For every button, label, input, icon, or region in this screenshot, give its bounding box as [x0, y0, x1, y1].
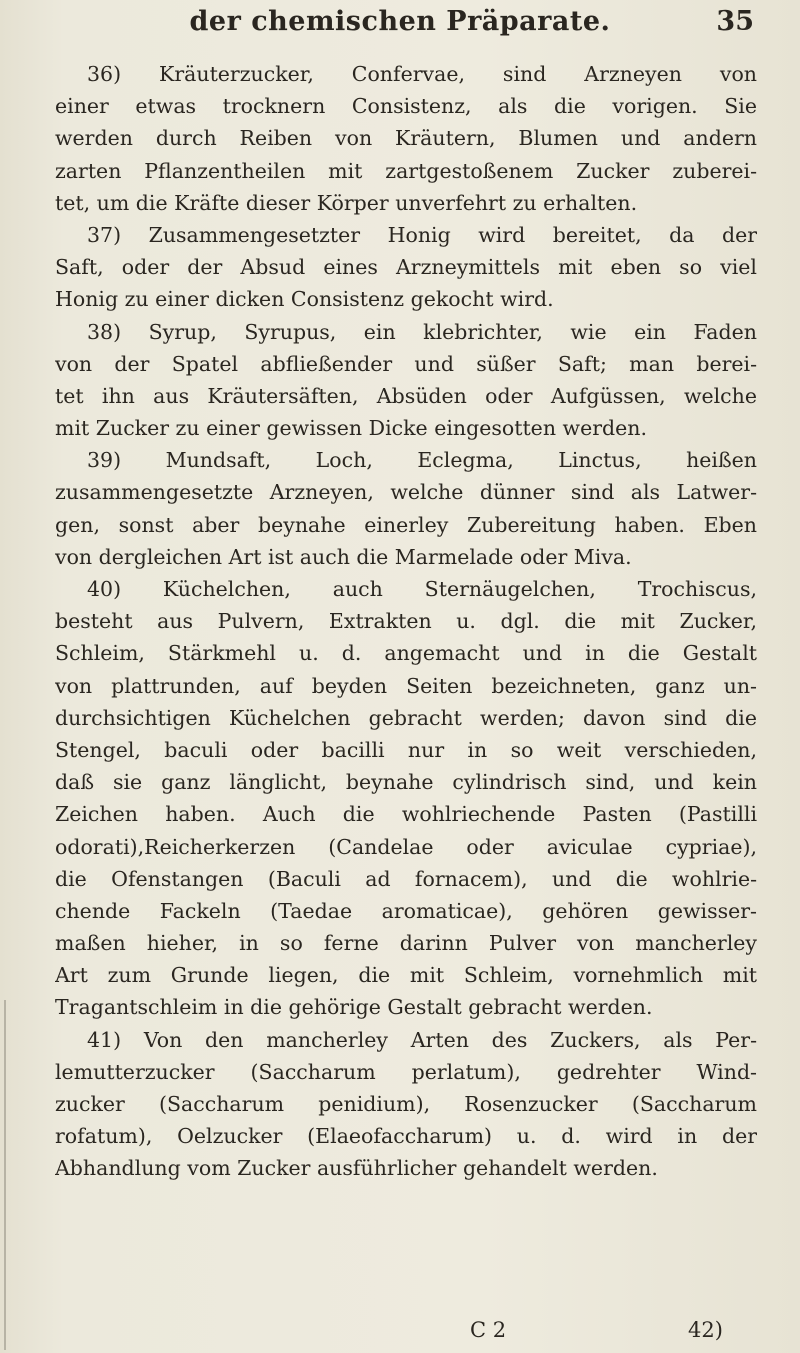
body-text: [55, 58, 757, 1185]
text-line: Tragantschleim in die gehörige Gestalt gebracht werden.: [55, 995, 653, 1020]
text-line: von dergleichen Art ist auch die Marmelade oder Miva.: [55, 544, 632, 569]
text-line: Stengel, baculi oder bacilli nur in so weit verschieden,: [55, 737, 757, 762]
text-line: tet, um die Kräfte dieser Körper unverfehrt zu erhalten.: [55, 190, 638, 215]
text-line: zucker (Saccharum penidium), Rosenzucker (Saccharum: [55, 1092, 757, 1116]
text-line: rofatum), Oelzucker (Elaeofaccharum) u. d. wird in der: [55, 1124, 757, 1149]
text-line: Zeichen haben. Auch die wohlriechende Pasten (Pastilli: [55, 802, 757, 827]
text-line: tet ihn aus Kräutersäften, Absüden oder Aufgüssen, welche: [55, 383, 757, 408]
text-line: mit Zucker zu einer gewissen Dicke eingesotten werden.: [55, 416, 647, 441]
text-line: besteht aus Pulvern, Extrakten u. dgl. die mit Zucker,: [55, 609, 757, 634]
text-line: odorati),Reicherkerzen (Candelae oder aviculae cypriae),: [55, 834, 757, 859]
text-line: Schleim, Stärkmehl u. d. angemacht und in die Gestalt: [55, 641, 757, 666]
text-line: zusammengesetzte Arzneyen, welche dünner sind als Latwer-: [55, 480, 757, 505]
text-line: daß sie ganz länglicht, beynahe cylindrisch sind, und kein: [55, 770, 757, 795]
text-line: Saft, oder der Absud eines Arzneymittels mit eben so viel: [55, 255, 757, 280]
text-line: Art zum Grunde liegen, die mit Schleim, vornehmlich mit: [55, 963, 757, 988]
text-line: maßen hieher, in so ferne darinn Pulver von mancherley: [55, 931, 757, 956]
text-line: von der Spatel abfließender und süßer Saft; man berei-: [55, 351, 757, 376]
text-line: 38) Syrup, Syrupus, ein klebrichter, wie ein Faden: [87, 319, 757, 344]
text-line: durchsichtigen Küchelchen gebracht werden; davon sind die: [55, 705, 757, 730]
page-header: [0, 2, 800, 48]
signature-mark: C 2: [470, 1318, 507, 1342]
text-line: 37) Zusammengesetzter Honig wird bereitet, da der: [87, 222, 757, 247]
text-line: zarten Pflanzentheilen mit zartgestoßenem Zucker zuberei-: [55, 158, 757, 183]
text-line: 36) Kräuterzucker, Confervae, sind Arzneyen von: [87, 62, 757, 86]
text-line: chende Fackeln (Taedae aromaticae), gehören gewisser-: [55, 898, 757, 923]
text-line: einer etwas trocknern Consistenz, als die vorigen. Sie: [55, 94, 757, 119]
text-line: werden durch Reiben von Kräutern, Blumen und andern: [55, 126, 757, 151]
text-line: gen, sonst aber beynahe einerley Zubereitung haben. Eben: [55, 512, 757, 537]
text-line: 39) Mundsaft, Loch, Eclegma, Linctus, heißen: [87, 448, 757, 473]
text-line: Abhandlung vom Zucker ausführlicher gehandelt werden.: [55, 1156, 658, 1181]
text-line: die Ofenstangen (Baculi ad fornacem), und die wohlrie-: [55, 866, 757, 891]
page-footer: [0, 1318, 800, 1350]
page-number: 35: [716, 6, 754, 37]
text-line: 41) Von den mancherley Arten des Zuckers, als Per-: [87, 1027, 757, 1052]
page-edge-line: [4, 1000, 6, 1350]
text-line: lemutterzucker (Saccharum perlatum), gedrehter Wind-: [55, 1059, 757, 1084]
text-line: Honig zu einer dicken Consistenz gekocht wird.: [55, 287, 554, 312]
catchword: 42): [688, 1318, 723, 1342]
text-line: von plattrunden, auf beyden Seiten bezeichneten, ganz un-: [55, 673, 757, 698]
running-head: der chemischen Präparate.: [189, 6, 611, 37]
text-line: 40) Küchelchen, auch Sternäugelchen, Trochiscus,: [87, 577, 757, 601]
